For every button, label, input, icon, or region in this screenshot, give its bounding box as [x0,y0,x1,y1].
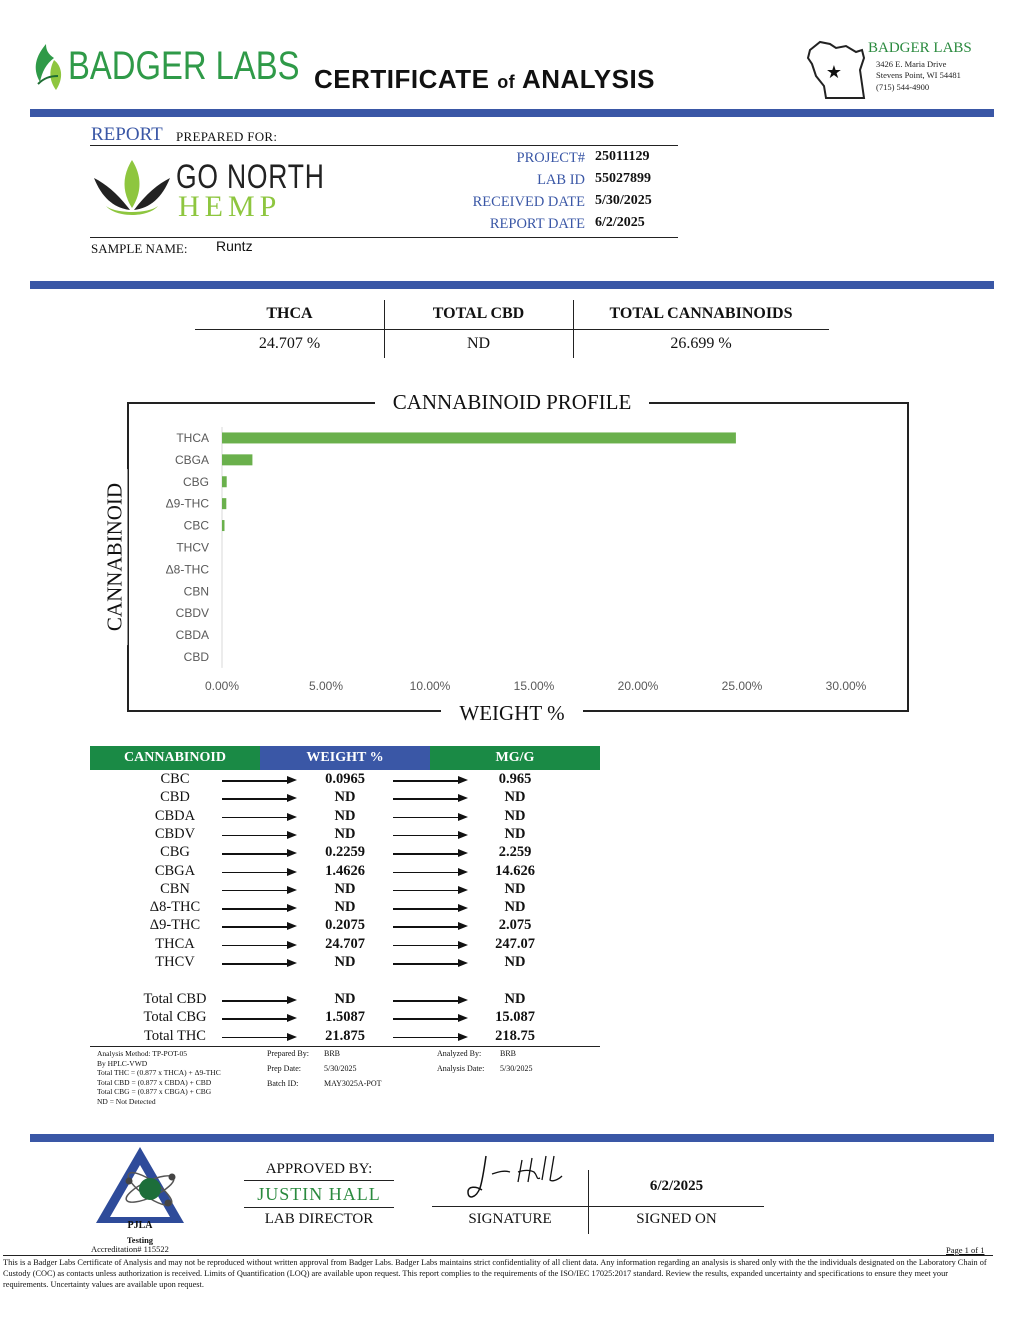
title-analysis: ANALYSIS [521,64,656,94]
arrow-icon [222,890,288,892]
arrow-icon [393,963,459,965]
arrow-icon [393,835,459,837]
chart-category-label: CBC [183,518,209,533]
chart-category-label: Δ8-THC [165,562,209,577]
report-bottom-rule [90,237,678,238]
chart-category-label: CBG [182,474,209,489]
arrow-icon [393,945,459,947]
summary-total-value: 26.699 % [670,335,732,352]
summary-total-label: TOTAL CANNABINOIDS [609,305,793,322]
report-date-value: 6/2/2025 [595,215,645,230]
mgg-value: 2.075 [498,917,532,934]
lab-address-line2: Stevens Point, WI 54481 [876,70,961,80]
table-header-cannabinoid: CANNABINOID [90,746,260,770]
disclaimer-rule [3,1255,993,1256]
chart-category-label: THCV [176,540,209,555]
batch-id-label: Batch ID: [267,1079,299,1088]
weight-value: ND [334,899,356,916]
batch-id-value: MAY3025A-POT [324,1079,382,1088]
cannabinoid-name: Total CBD [143,991,207,1007]
chart-tick-label: 20.00% [617,679,659,693]
chart-ylabel: CANNABINOID [103,469,128,645]
received-date-value: 5/30/2025 [595,193,652,208]
cannabinoid-name: CBN [160,880,190,897]
arrow-icon [393,926,459,928]
sample-name-value: Runtz [216,238,253,254]
title-of: of [497,72,516,92]
chart-bar [222,476,227,487]
chart-tick-label: 25.00% [721,679,763,693]
approver-name-rule [244,1207,394,1208]
analyzed-by-value: BRB [500,1049,517,1058]
prep-date-label: Prep Date: [267,1064,301,1073]
mgg-value: ND [504,899,526,916]
weight-value: 1.5087 [325,1009,365,1026]
arrow-icon [222,908,288,910]
prepared-for-label: PREPARED FOR: [176,129,278,144]
accreditation-number: Accreditation# 115522 [91,1244,169,1254]
pjla-label: PJLA [127,1220,153,1231]
go-north-hemp-logo [92,158,172,220]
table-row [90,936,610,954]
cannabinoid-name: Δ9-THC [149,917,201,934]
arrow-icon [222,817,288,819]
project-label: PROJECT# [516,150,585,166]
total-row [90,1028,610,1046]
title-certificate: CERTIFICATE [314,64,490,94]
mgg-value: ND [504,825,526,842]
mgg-value: ND [504,991,526,1007]
arrow-icon [393,1000,459,1002]
weight-value: ND [334,825,356,842]
chart-bar [222,498,226,509]
mgg-value: ND [504,789,526,806]
table-header-mgg: MG/G [430,746,600,770]
mgg-value: 2.259 [498,844,532,861]
cannabinoid-name: Δ8-THC [149,899,201,916]
weight-value: ND [334,954,356,970]
cannabinoid-name: CBDV [154,825,196,842]
table-row [90,826,610,844]
weight-value: ND [334,789,356,806]
table-row [90,917,610,935]
header-divider [30,109,994,117]
cannabinoid-name: THCV [155,954,195,970]
table-bottom-rule [90,1046,600,1047]
method-line: Total CBD = (0.877 x CBDA) + CBD [97,1077,212,1087]
chart-tick-label: 0.00% [204,679,240,693]
mgg-value: ND [504,807,526,824]
report-divider [30,281,994,289]
signed-date: 6/2/2025 [649,1178,704,1194]
lab-id-value: 55027899 [595,171,651,186]
mgg-value: 247.07 [495,935,535,952]
prepared-by-value: BRB [324,1049,341,1058]
approver-name: JUSTIN HALL [257,1184,381,1204]
prepared-by-label: Prepared By: [267,1049,309,1058]
analysis-date-value: 5/30/2025 [500,1064,533,1073]
chart-tick-label: 10.00% [409,679,451,693]
chart-category-label: CBD [183,649,209,664]
summary-thca-label: THCA [266,305,313,322]
disclaimer-text: This is a Badger Labs Certificate of Analysis and may not be reproduced without written approval from Badger Labs. Badger Labs maintains strict confidentiality of all client data. Any information regarding an analysis is shared only with the the individuals designated on the Laboratory Chain of Custody (COC) as contacts unless authorization is received. Limits of Quantification (LOQ) are available upon request. This report complies to the requirements of the ISO/IEC 17025:2017 standard. Review the results, expanded uncertainty and specifications to ensure they meet your requirements. Uncertainty values are available upon request. [3,1258,987,1289]
client-name-line2: HEMP [178,190,282,223]
approved-by-label: APPROVED BY: [265,1161,373,1177]
chart-xlabel-wrap [0,701,1024,726]
signature-label: SIGNATURE [468,1211,552,1227]
chart-bar [222,520,225,531]
arrow-icon [393,872,459,874]
arrow-icon [393,890,459,892]
chart-tick-label: 15.00% [513,679,555,693]
weight-value: ND [334,880,356,897]
cannabinoid-name: Total THC [144,1027,206,1044]
cannabinoid-name: CBDA [154,807,196,824]
arrow-icon [222,798,288,800]
footer-divider [30,1134,994,1142]
arrow-icon [222,1037,288,1039]
arrow-icon [393,908,459,910]
lab-phone: (715) 544-4900 [876,82,930,92]
mgg-value: 0.965 [498,771,532,787]
weight-value: ND [334,807,356,824]
cannabinoid-name: CBD [160,789,190,806]
table-row [90,808,610,826]
method-line: Total THC = (0.877 x THCA) + Δ9-THC [97,1068,221,1077]
arrow-icon [393,1037,459,1039]
method-line: Total CBG = (0.877 x CBGA) + CBG [97,1087,212,1096]
arrow-icon [393,817,459,819]
report-date-label: REPORT DATE [489,216,585,232]
arrow-icon [222,853,288,855]
arrow-icon [222,1000,288,1002]
method-line: ND = Not Detected [97,1096,156,1106]
method-notes [97,1049,221,1106]
chart-category-label: THCA [176,430,209,445]
svg-text:★: ★ [825,62,843,83]
cannabinoid-name: CBG [160,844,190,861]
table-row [90,863,610,881]
weight-value: 0.0965 [325,771,365,787]
signed-on-label: SIGNED ON [636,1211,717,1227]
chart-category-label: CBDA [175,628,209,643]
document-title [314,64,655,95]
table-row [90,789,610,807]
arrow-icon [222,780,288,782]
table-row [90,771,610,789]
brand-name: BADGER LABS [68,44,300,88]
weight-value: ND [334,991,356,1007]
project-value: 25011129 [595,149,650,164]
summary-rule [195,329,829,330]
arrow-icon [222,945,288,947]
weight-value: 1.4626 [325,862,365,879]
table-header-weight: WEIGHT % [260,746,430,770]
cannabinoid-name: Total CBG [143,1009,207,1026]
approver-title: LAB DIRECTOR [264,1211,374,1227]
arrow-icon [393,1018,459,1020]
table-row [90,844,610,862]
weight-value: 0.2075 [325,917,365,934]
arrow-icon [222,1018,288,1020]
lab-address-line1: 3426 E. Maria Drive [876,59,947,69]
chart-tick-label: 30.00% [825,679,867,693]
received-date-label: RECEIVED DATE [472,194,585,210]
cannabinoid-name: CBC [160,771,190,787]
weight-value: 0.2259 [325,844,365,861]
chart-title-wrap [0,390,1024,415]
analyzed-by-label: Analyzed By: [437,1049,482,1058]
pjla-accreditation-logo [94,1145,186,1225]
mgg-value: 14.626 [495,862,535,879]
table-row [90,899,610,917]
chart-xlabel: WEIGHT % [441,701,582,725]
method-line: Analysis Method: TP-POT-05 [97,1049,188,1058]
chart-title: CANNABINOID PROFILE [375,390,650,414]
mgg-value: ND [504,880,526,897]
report-top-rule [90,145,678,146]
page-number: Page 1 of 1 [946,1245,985,1255]
arrow-icon [393,853,459,855]
arrow-icon [393,798,459,800]
lab-name: BADGER LABS [868,40,972,56]
weight-value: 24.707 [325,935,365,952]
chart-bar [222,454,252,465]
wisconsin-map-icon [806,36,870,102]
cannabinoid-name: THCA [155,935,195,952]
summary-cbd-label: TOTAL CBD [432,305,525,322]
chart-category-label: Δ9-THC [165,496,209,511]
signature-image [462,1152,572,1206]
chart-category-label: CBDV [175,606,209,621]
chart-tick-label: 5.00% [308,679,344,693]
arrow-icon [222,926,288,928]
total-row [90,991,610,1009]
report-label: REPORT [91,124,163,145]
mgg-value: 15.087 [495,1009,535,1026]
chart-category-label: CBGA [174,452,209,467]
method-line: By HPLC-VWD [97,1058,148,1068]
mgg-value: ND [504,954,526,970]
lab-id-label: LAB ID [537,172,585,188]
cannabinoid-name: CBGA [154,862,196,879]
arrow-icon [222,835,288,837]
signature-rule [432,1206,764,1207]
pjla-testing-label: Testing [126,1235,154,1245]
summary-thca-value: 24.707 % [258,335,321,352]
arrow-icon [222,872,288,874]
chart-bar [222,432,736,443]
table-row [90,954,610,972]
summary-cbd-value: ND [466,335,491,352]
analysis-date-label: Analysis Date: [437,1064,485,1073]
prep-date-value: 5/30/2025 [324,1064,357,1073]
total-row [90,1009,610,1027]
table-row [90,881,610,899]
sample-name-label: SAMPLE NAME: [91,241,188,256]
weight-value: 21.875 [325,1027,365,1044]
cannabinoid-profile-chart [140,420,900,700]
client-name-line1: GO NORTH [176,158,325,196]
arrow-icon [222,963,288,965]
approved-by-rule [244,1180,394,1181]
chart-category-label: CBN [183,584,209,599]
badger-labs-leaf-logo [28,42,68,92]
arrow-icon [393,780,459,782]
mgg-value: 218.75 [495,1027,535,1044]
